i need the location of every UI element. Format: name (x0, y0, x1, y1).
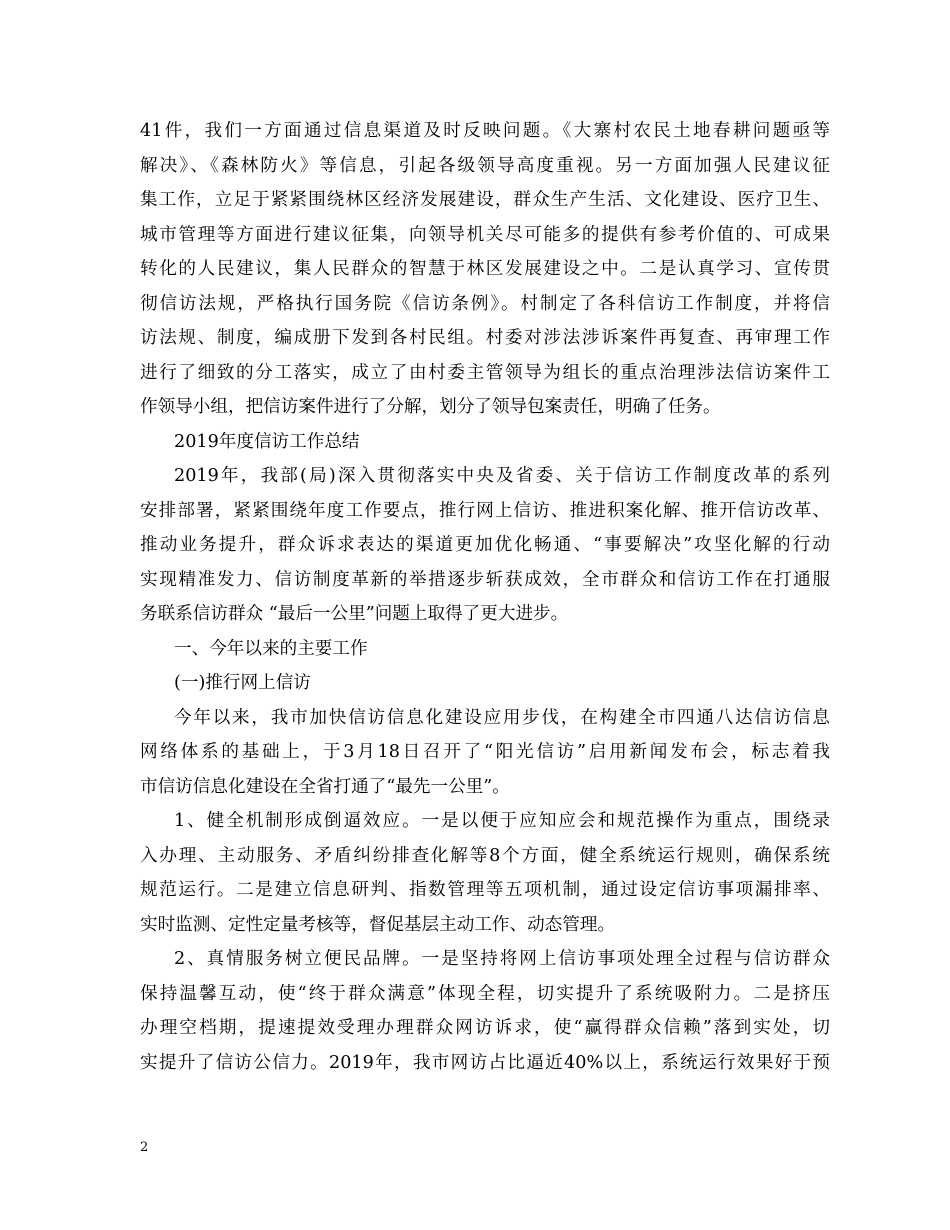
text-line: 城市管理等方面进行建议征集，向领导机关尽可能多的提供有参考价值的、可成果 (140, 224, 830, 245)
text-line: 彻信访法规，严格执行国务院《信访条例》。村制定了各科信访工作制度，并将信 (140, 293, 830, 314)
text-line: 转化的人民建议，集人民群众的智慧于林区发展建设之中。二是认真学习、宣传贯 (140, 259, 830, 279)
text-line: 网络体系的基础上，于3月18日召开了“阳光信访”启用新闻发布会，标志着我 (140, 742, 830, 762)
paragraph (140, 459, 830, 632)
text-line: 实时监测、定性定量考核等，督促基层主动工作、动态管理。 (140, 914, 616, 935)
text-line: 保持温馨互动，使“终于群众满意”体现全程，切实提升了系统吸附力。二是挤压 (140, 983, 830, 1004)
text-line: 市信访信息化建设在全省打通了“最先一公里”。 (140, 776, 510, 797)
text-line: 作领导小组，把信访案件进行了分解，划分了领导包案责任，明确了任务。 (140, 397, 721, 417)
text-line: 安排部署，紧紧围绕年度工作要点，推行网上信访、推进积案化解、推开信访改革、 (140, 500, 830, 521)
paragraph (140, 701, 830, 805)
text-line: 今年以来，我市加快信访信息化建设应用步伐，在构建全市四通八达信访信息 (174, 707, 830, 728)
page-number: 2 (140, 1140, 149, 1155)
paragraph (140, 632, 830, 667)
paragraph (140, 804, 830, 942)
paragraph (140, 666, 830, 701)
text-line: 2019年，我部(局)深入贯彻落实中央及省委、关于信访工作制度改革的系列 (174, 466, 830, 486)
text-line: 规范运行。二是建立信息研判、指数管理等五项机制，通过设定信访事项漏排率、 (140, 880, 830, 900)
text-line: 办理空档期，提速提效受理办理群众网访诉求，使“赢得群众信赖”落到实处，切 (140, 1018, 830, 1038)
text-line: 进行了细致的分工落实，成立了由村委主管领导为组长的重点治理涉法信访案件工 (140, 362, 830, 383)
paragraph (140, 114, 830, 425)
text-line: 入办理、主动服务、矛盾纠纷排查化解等8个方面，健全系统运行规则，确保系统 (140, 845, 830, 866)
text-line: 访法规、制度，编成册下发到各村民组。村委对涉法涉诉案件再复查、再审理工作 (140, 328, 830, 348)
text-line: 实提升了信访公信力。2019年，我市网访占比逼近40%以上，系统运行效果好于预 (140, 1052, 830, 1073)
paragraph (140, 425, 830, 460)
text-line: 一、今年以来的主要工作 (174, 638, 368, 659)
text-line: 2、真情服务树立便民品牌。一是坚持将网上信访事项处理全过程与信访群众 (174, 949, 830, 969)
text-line: 2019年度信访工作总结 (174, 431, 360, 452)
text-line: 推动业务提升，群众诉求表达的渠道更加优化畅通、“事要解决”攻坚化解的行动 (140, 535, 830, 555)
text-line: 务联系信访群众 “最后一公里”问题上取得了更大进步。 (140, 604, 569, 624)
text-line: 解决》、《森林防火》等信息，引起各级领导高度重视。另一方面加强人民建议征 (140, 155, 830, 176)
text-line: 集工作，立足于紧紧围绕林区经济发展建设，群众生产生活、文化建设、医疗卫生、 (140, 190, 830, 210)
text-line: 实现精准发力、信访制度革新的举措逐步斩获成效，全市群众和信访工作在打通服 (140, 569, 830, 590)
paragraph (140, 942, 830, 1080)
document-body (140, 114, 830, 1080)
text-line: (一)推行网上信访 (174, 673, 311, 693)
text-line: 41件，我们一方面通过信息渠道及时反映问题。《大寨村农民土地春耕问题亟等 (140, 121, 830, 141)
text-line: 1、健全机制形成倒逼效应。一是以便于应知应会和规范操作为重点，围绕录 (174, 811, 830, 831)
